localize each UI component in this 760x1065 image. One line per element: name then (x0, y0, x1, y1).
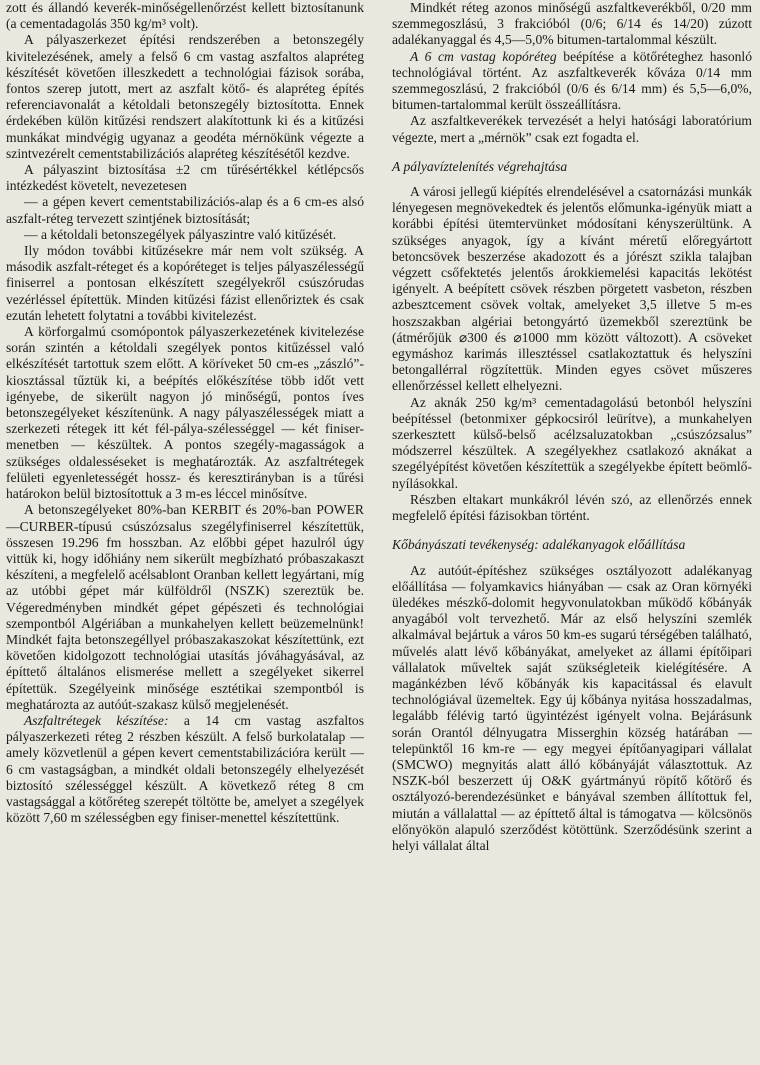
paragraph: zott és állandó keverék-minőségellenőrzést kellett biztosítanunk (a cementadagolás 350 kg/m³ volt). (6, 0, 364, 32)
paragraph: Az autóút-építéshez szükséges osztályozott adalékanyag előállítása — folyamkavics hiányában — csak az Oran környéki üledékes mészkő-dolomit hegyvonulatokban működő kőbányák anyagából volt tervezhető. Már az első helyszíni szemlék alkalmával bejártuk a város 50 km-es sugarú térségében található, művelés alatt lévő kőbányákat, amelyeket az állami építőipari vállalatok műveltek saját szükségleteik kielégítésére. A magánkézben lévő kőbányák kis kapacitással és elavult technológiával üzemeltek. Egy új kőbánya nyitása hosszadalmas, legalább félévig tartó ügyintézést igényelt volna. Bejárásunk során Orantól délnyugatra Misserghin község határában — telepünktől 16 km-re — egy megyei építőanyagipari vállalat (SMCWO) megnyitás alatt álló kőbányáját választottuk. Az NSZK-ból beszerzett új O&K gyártmányú röpítő kőtörő és osztályozó-berendezésünket e bányával szemben állítottuk fel, miután a vállalattal — az építtető által is támogatva — kölcsönös előnyökön alapuló szerződést kötöttünk. Szerződésünk szerint a helyi vállalat által (392, 562, 752, 853)
paragraph: — a kétoldali betonszegélyek pályaszintre való kitűzését. (24, 226, 337, 242)
section-heading: Kőbányászati tevékenység: adalékanyagok előállítása (392, 537, 686, 553)
paragraph: Az aknák 250 kg/m³ cementadagolású betonból helyszíni beépítéssel (betonmixer gépkocsiról leürítve), a munkahelyen szerkesztett külső-belső acélzsaluzatokban „csúszózsalus” módszerrel készültek. A szegélyekhez csatlakozó aknákat a szegélyépítést követően készítettük a szegélyekbe épített beömlő-nyílásokkal. (392, 394, 752, 491)
paragraph: — a gépen kevert cementstabilizációs-alap és a 6 cm-es alsó aszfalt-réteg tervezett szintjének biztosítását; (6, 194, 364, 226)
section-heading: A pályavíztelenítés végrehajtása (392, 158, 568, 174)
left-column (6, 0, 364, 826)
paragraph: A városi jellegű kiépítés elrendelésével a csatornázási munkák lényegesen megnövekedtek és jelentős előmunka-igényük miatt a korábbi építési ütemtervünket módosítani kényszerültünk. A szükséges anyagok, így a kívánt méretű előregyártott betoncsövek beszerzése akadozott és a jórészt szikla talajban végzett csőfektetés jelentős árokkiemelési kapacitás lekötést igényelt. A beépített csövek részben pörgetett vasbeton, részben azbesztcement csövek voltak, amelyeket 3,5 illetve 5 m-es hoszszakban algériai betongyártó üzemekből szereztünk be (átmérőjük ⌀300 és ⌀1000 mm között változott). A csöveket egymáshoz karimás illesztéssel csatlakoztattuk és helyszíni betongallérral rögzítettük. Minden egyes csövet műszeres ellenőrzéssel kellett elhelyezni. (392, 184, 752, 394)
paragraph-body: a 14 cm vastag aszfaltos pályaszerkezeti réteg 2 részben készült. A felső burkolatalap — amely közvetlenül a gépen kevert cementstabilizációra került — 6 cm vastagságban, a mindkét oldali betonszegély elhelyezését biztosító szélességgel készült. A következő réteg 8 cm vastagsággal a kötőréteg szerepét töltötte be, amelyet a szegélyek között 7,60 m szélességben egy finiser-menettel készítettünk. (6, 712, 364, 826)
paragraph-body: beépítése a kötőréteghez hasonló technológiával történt. Az aszfaltkeverék kőváza 0/14 mm szemmegoszlású, 2 frakcióból (0/6 és 6/14 mm) és 5,5—6,0%, bitumen-tartalommal került összeállításra. (392, 48, 752, 113)
paragraph: Ily módon további kitűzésekre már nem volt szükség. A második aszfalt-réteget és a kopóréteget is teljes pályaszélességű finiserrel a pontosan elkészített szegélyekről csúszórudas vezérléssel építettük. Minden kitűzési fázist ellenőriztek és csak ezután lehetett folytatni a további kivitelezést. (6, 243, 364, 323)
paragraph: Mindkét réteg azonos minőségű aszfaltkeverékből, 0/20 mm szemmegoszlású, 3 frakcióból (0/6; 6/14 és 14/20) zúzott adalékanyaggal és 4,5—5,0% bitumen-tartalommal készült. (392, 0, 752, 48)
right-column (392, 0, 752, 854)
paragraph: A betonszegélyeket 80%-ban KERBIT és 20%-ban POWER—CURBER-típusú csúszózsalus szegélyfiniserrel készítettük, összesen 19.296 fm hosszban. Az előbbi gépet hazulról úgy vittük ki, hogy időhiány nem sikerült megbízható próbaszakaszt készíteni, a megfelelő acélsablont Oranban kellett legyártani, míg az utóbbi gépet már külföldről (NSZK) szereztük be. Végeredményben mindkét gépet gépészeti és technológiai szempontból Algériában a munkahelyen kellett beüzemelnünk! Mindkét fajta betonszegéllyel próbaszakaszokat készítettünk, ezt követően kidolgozott technológiai utasítás jóváhagyásával, az építtető általános elismerése mellett a szegélyeket sikerrel építettük. Szegélyeink minősége esztétikai szempontból is meghatározta az autóút-szakasz külső megjelenését. (6, 502, 364, 712)
paragraph (392, 49, 752, 114)
paragraph: Az aszfaltkeverékek tervezését a helyi hatósági laboratórium végezte, mert a „mérnök” csak ezt fogadta el. (392, 113, 752, 145)
paragraph (6, 713, 364, 826)
paragraph: Részben eltakart munkákról lévén szó, az ellenőrzés ennek megfelelő építési fázisokban történt. (392, 491, 752, 524)
paragraph: A pályaszint biztosítása ±2 cm tűrésértékkel kétlépcsős intézkedést követelt, nevezetesen (6, 162, 364, 194)
paragraph: A pályaszerkezet építési rendszerében a betonszegély kivitelezésének, amely a felső 6 cm vastag aszfaltos alapréteg készítését követően illeszkedett a technológiai fázisok sorába, fontos szerep jutott, mert az aszfalt kötő- és alapréteg építés referenciavonalát a kétoldali betonszegély biztosította. Ennek érdekében külön kitűzési rendszert alakítottunk ki és a kitűzési munkákat mindvégig ugyanaz a geodéta mérnökünk végezte a szintvezérelt cementstabilizációs alapréteg készítésétől kezdve. (6, 32, 364, 161)
paragraph-lead: A 6 cm vastag kopóréteg (410, 48, 557, 64)
paragraph-lead: Aszfaltrétegek készítése: (24, 712, 169, 728)
paragraph: A körforgalmú csomópontok pályaszerkezetének kivitelezése során szintén a kétoldali szegélyek pontos kitűzéssel való elkészítését tartottuk szem előtt. A köríveket 50 cm-es „zászló”-kiosztással tűztük ki, a beépítés előkészítése több időt vett igényebe, de sikerült nagyon jó minőségű, pontos íves betonszegélyeket készítenünk. A nagy pályaszélességek miatt a szerkezeti rétegek itt két fél-pálya-szélességgel — két finiser-menetben — készültek. A pontos szegély-magasságok a szükséges oldalesséseket is meghatározták. Az aszfaltrétegek felületi egyenletességét hossz- és keresztirányban is a tűrési határokon belül biztosítottuk a 3 m-es léccel minősítve. (6, 324, 364, 502)
